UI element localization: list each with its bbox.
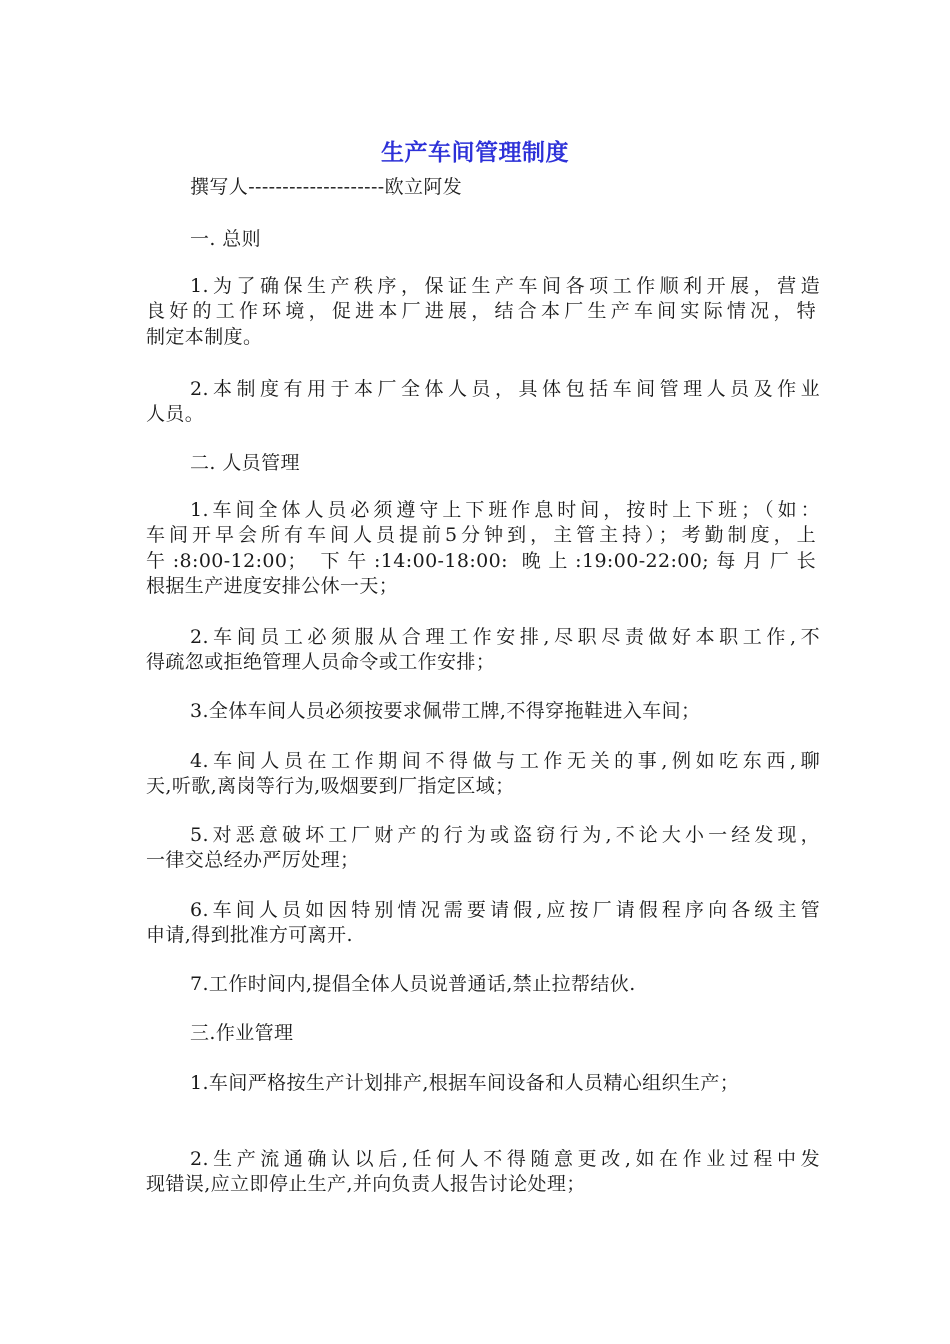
paragraph-line: 6.车间人员如因特别情况需要请假,应按厂请假程序向各级主管 [190, 899, 820, 921]
paragraph-line: 1.车间全体人员必须遵守上下班作息时间，按时上下班；（如： [190, 499, 820, 521]
paragraph-line: 良好的工作环境，促进本厂进展，结合本厂生产车间实际情况，特 [146, 300, 816, 322]
paragraph-line: 现错误,应立即停止生产,并向负责人报告讨论处理； [146, 1173, 586, 1195]
paragraph-line: 得疏忽或拒绝管理人员命令或工作安排； [146, 651, 496, 673]
section-heading: 一. 总则 [190, 228, 262, 250]
paragraph-line: 车间开早会所有车间人员提前5分钟到，主管主持）；考勤制度，上 [146, 524, 816, 546]
author-line: 撰写人--------------------欧立阿发 [190, 176, 463, 198]
section-heading: 三.作业管理 [190, 1022, 294, 1044]
paragraph-line: 一律交总经办严厉处理； [146, 849, 360, 871]
paragraph-line: 1.车间严格按生产计划排产,根据车间设备和人员精心组织生产； [190, 1072, 740, 1094]
paragraph-line: 1.为了确保生产秩序，保证生产车间各项工作顺利开展，营造 [190, 275, 820, 297]
section-heading: 二. 人员管理 [190, 452, 300, 474]
paragraph-line: 人员。 [146, 403, 205, 425]
paragraph-line: 4.车间人员在工作期间不得做与工作无关的事,例如吃东西,聊 [190, 750, 820, 772]
paragraph-line: 2.车间员工必须服从合理工作安排,尽职尽责做好本职工作,不 [190, 626, 820, 648]
paragraph-line: 7.工作时间内,提倡全体人员说普通话,禁止拉帮结伙. [190, 973, 636, 995]
paragraph-line: 2.生产流通确认以后,任何人不得随意更改,如在作业过程中发 [190, 1148, 820, 1170]
paragraph-line: 3.全体车间人员必须按要求佩带工牌,不得穿拖鞋进入车间； [190, 700, 701, 722]
document-title: 生产车间管理制度 [381, 140, 569, 166]
paragraph-line: 申请,得到批准方可离开. [146, 924, 353, 946]
paragraph-line: 根据生产进度安排公休一天； [146, 575, 399, 597]
paragraph-line: 天,听歌,离岗等行为,吸烟要到厂指定区域； [146, 775, 515, 797]
paragraph-line: 制定本制度。 [146, 326, 263, 348]
paragraph-line: 午:8:00-12:00； 下午:14:00-18:00: 晚上:19:00-22:00;每月厂长 [146, 550, 816, 572]
paragraph-line: 2.本制度有用于本厂全体人员，具体包括车间管理人员及作业 [190, 378, 820, 400]
paragraph-line: 5.对恶意破坏工厂财产的行为或盗窃行为,不论大小一经发现， [190, 824, 820, 846]
